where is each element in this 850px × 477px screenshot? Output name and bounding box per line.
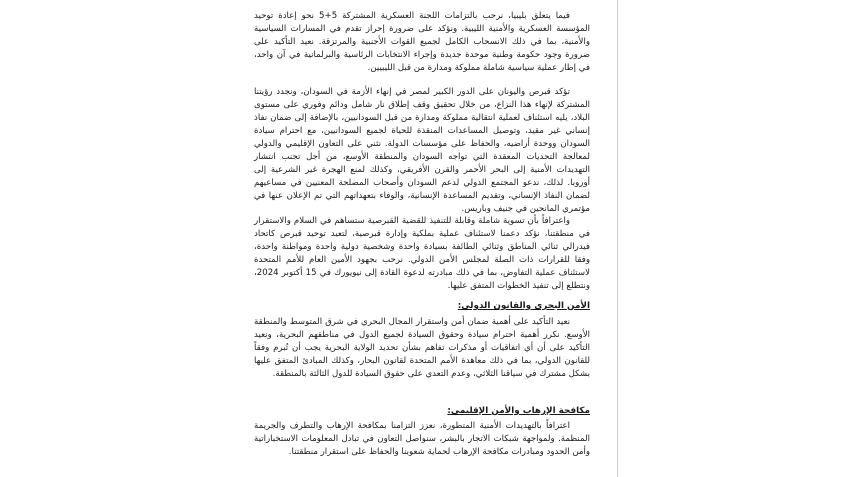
page-edge-divider	[617, 0, 618, 477]
heading-maritime-security: الأمن البحري والقانون الدولي:	[457, 301, 590, 311]
paragraph-sudan: تؤكد قبرص واليونان على الدور الكبير لمصر في إنهاء الأزمة في السودان، ونجدد رؤيتنا المشتركة لإنهاء هذا النزاع، من خلال تحقيق وقف إطلاق نار شامل ودائم وفوري على مستوى البلاد، يليه استئناف لعملية انتقالية مملوكة ومدارة من قبل السودانيين، بالإضافة إلى ضمان نفاذ إنساني غير مقيد، وتوصيل المساعدات المنقذة للحياة لجميع السودانيين، مع احترام سيادة السودان ووحدة أراضيه، والحفاظ على مؤسسات الدولة. نثني على التعاون الإقليمي والدولي لمعالجة التحديات المعقدة التي تواجه السودان والمنطقة الأوسع، من أجل تجنب انتشار التهديدات الأمنية إلى البحر الأحمر والقرن الأفريقي، وكذلك لمنع الهجرة غير الشرعية إلى أوروبا. لذلك، ندعو المجتمع الدولي لدعم السودان وأصحاب المصلحة المعنيين في مساعيهم لضمان النفاذ الإنساني، وتقديم المساعدة الإنسانية، والوفاء بتعهداتهم التي تم الإعلان عنها في مؤتمري المانحين في جنيف وباريس.	[254, 87, 590, 214]
paragraph-maritime: نعيد التأكيد على أهمية ضمان أمن واستقرار المجال البحري في شرق المتوسط والمنطقة الأوسع. نكرر أهمية احترام سيادة وحقوق السيادة لجميع الدول في مناطقهم البحرية، ونعيد التأكيد على أن أي اتفاقيات أو مذكرات تفاهم بشأن تحديد الولاية البحرية يجب أن تُبرم وفقاً للقانون الدولي، بما في ذلك معاهدة الأمم المتحدة لقانون البحار، وكذلك المبادئ المتفق عليها بشكل مشترك في سياقنا الثلاثي، وعدم التعدي على حقوق السيادة للدول الثالثة بالمنطقة.	[254, 317, 590, 379]
paragraph-terrorism: اعترافاً بالتهديدات الأمنية المتطورة، نعزز التزامنا بمكافحة الإرهاب والتطرف والجريمة المنظمة. ولمواجهة شبكات الاتجار بالبشر، سنواصل التعاون في تبادل المعلومات الاستخباراتية وأمن الحدود ومبادرات مكافحة الإرهاب لحماية شعوبنا والحفاظ على استقرار منطقتنا.	[254, 421, 590, 457]
paragraph-cyprus: واعترافاً بأن تسوية شاملة وقابلة للتنفيذ للقضية القبرصية ستساهم في السلام والاستقرار في منطقتنا، نؤكد دعمنا لاستئناف عملية بملكية وإدارة قبرصية، لتعيد توحيد قبرص كاتحاد فيدرالي ثنائي المناطق وثنائي الطائفة بسيادة واحدة وشخصية دولية واحدة ومواطنة واحدة، وفقا للقرارات ذات الصلة لمجلس الأمن الدولي. نرحب بجهود الأمين العام للأمم المتحدة لاستئناف عملية التفاوض، بما في ذلك مبادرته لدعوة القادة إلى نيويورك في 15 أكتوبر 2024، ونتطلع إلى تنفيذ الخطوات المتفق عليها.	[254, 216, 591, 291]
paragraph-libya: فيما يتعلق بليبيا، نرحب بالتزامات اللجنة العسكرية المشتركة 5+5 نحو إعادة توحيد المؤسسة العسكرية والأمنية الليبية. ونؤكد على ضرورة إحراز تقدم في المسارات السياسية والأمنية، بما في ذلك الانسحاب الكامل لجميع القوات الأجنبية والمرتزقة. نعيد التأكيد على ضرورة وجود حكومة وطنية موحدة جديدة وإجراء الانتخابات الرئاسية والبرلمانية في آن واحد، في إطار عملية سياسية شاملة مملوكة ومدارة من قبل الليبيين.	[254, 11, 590, 73]
document-page	[254, 0, 590, 477]
heading-counter-terrorism: مكافحة الإرهاب والأمن الإقليمي:	[447, 406, 590, 416]
